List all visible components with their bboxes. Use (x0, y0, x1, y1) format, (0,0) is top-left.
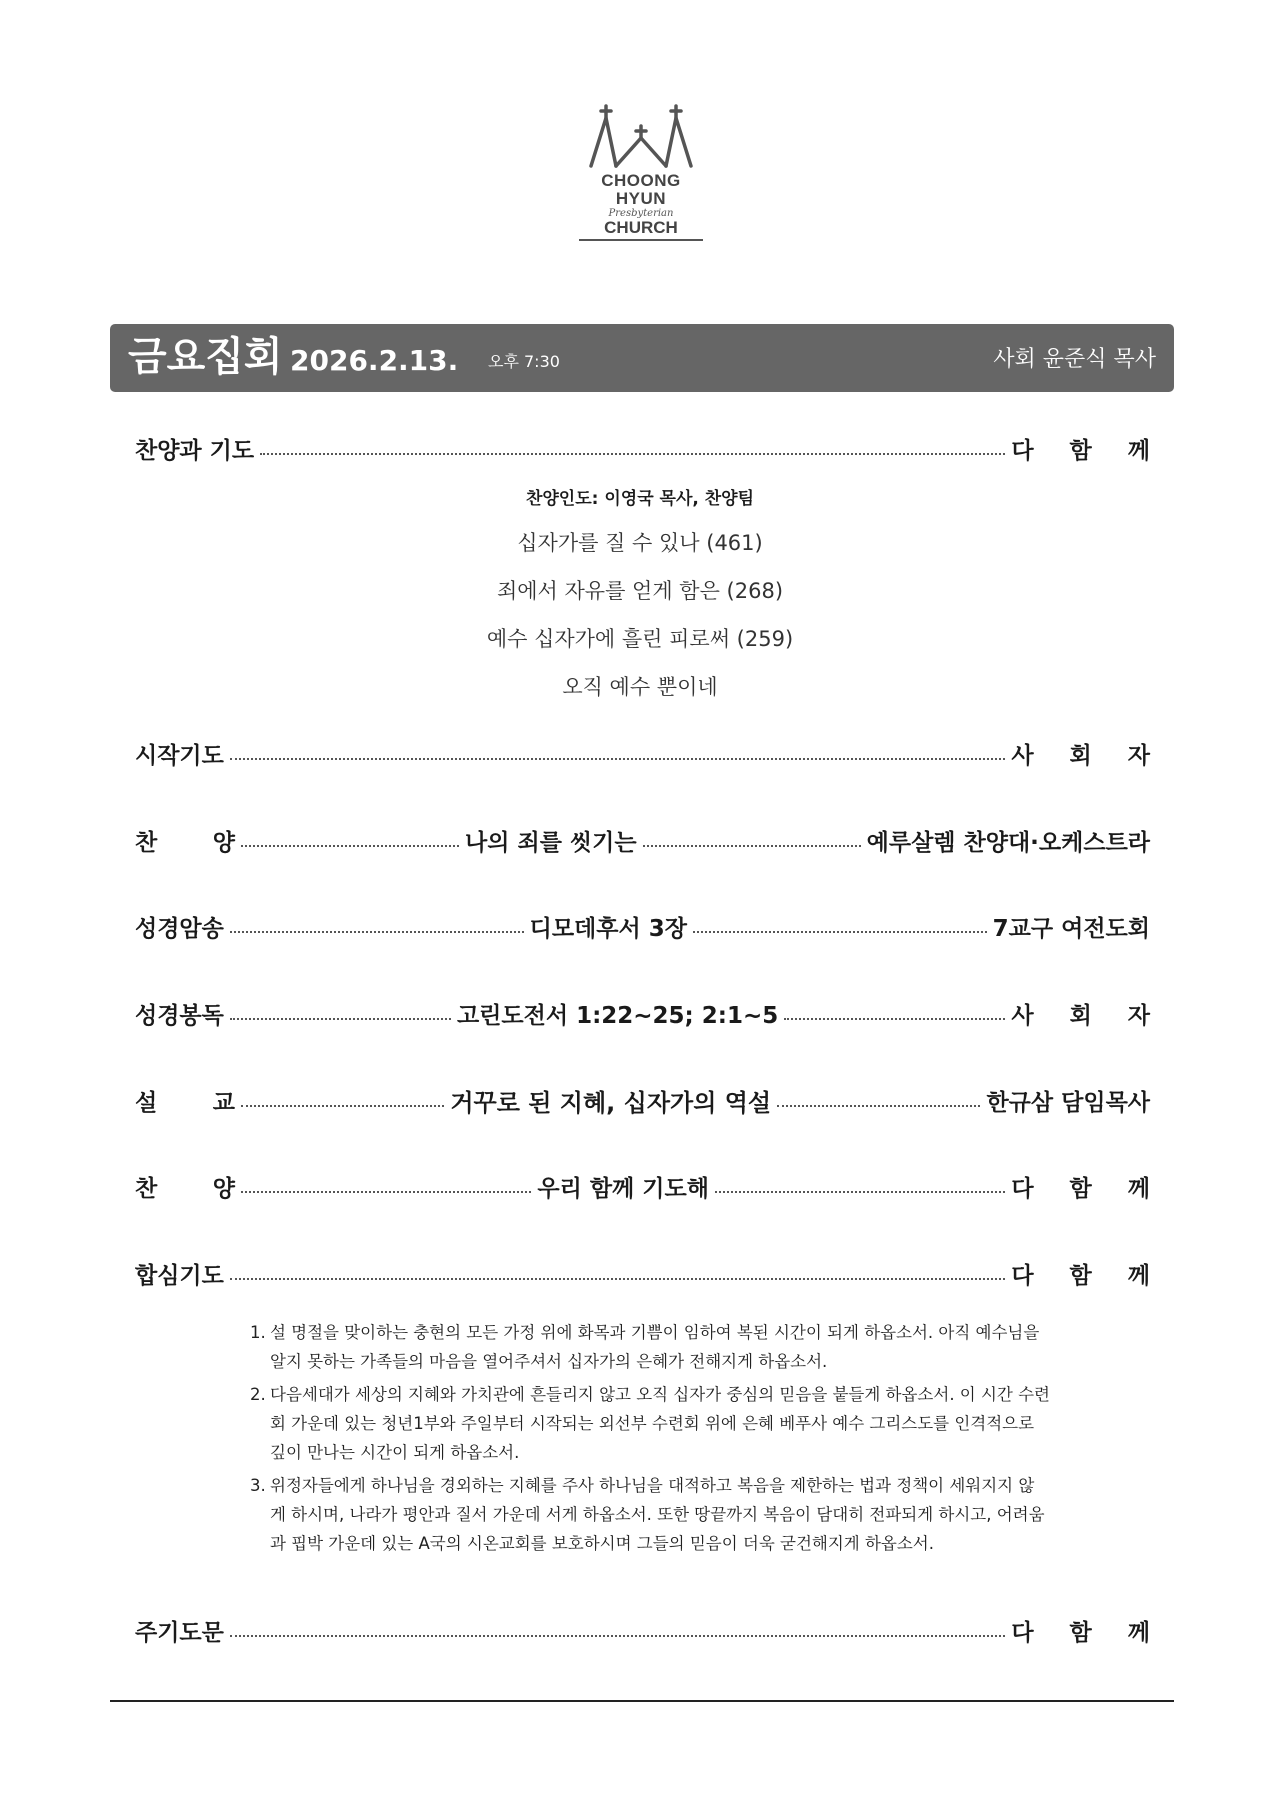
order-label-b: 교 (212, 1089, 235, 1116)
prayer-number: 1. (250, 1323, 266, 1342)
order-hymn-1 (135, 822, 1150, 858)
order-label-a: 설 (135, 1089, 158, 1116)
logo-line-1: CHOONG HYUN (601, 171, 681, 208)
order-label-b: 양 (212, 829, 235, 856)
order-right: 사 회 자 (1011, 742, 1164, 769)
order-right: 다 함 께 (1011, 1262, 1164, 1289)
church-spires-icon (586, 104, 696, 170)
order-right: 다 함 께 (1011, 1619, 1164, 1646)
order-right: 사 회 자 (1011, 1002, 1165, 1029)
dot-leader (241, 1191, 531, 1193)
prayer-list (250, 1318, 1050, 1562)
dot-leader (230, 758, 1005, 760)
dot-leader (715, 1191, 1005, 1193)
order-label: 시작기도 (135, 742, 224, 769)
prayer-text: 설 명절을 맞이하는 충현의 모든 가정 위에 화목과 기쁨이 임하여 복된 시간이 되게 하옵소서. 아직 예수님을 알지 못하는 가족들의 마음을 열어주셔서 십자가의 은혜가 전해지게 하옵소서. (270, 1323, 1040, 1371)
church-logo (576, 104, 706, 237)
order-label: 성경암송 (135, 915, 224, 942)
sermon-title: 거꾸로 된 지혜, 십자가의 역설 (450, 1088, 772, 1117)
logo-underline (579, 239, 703, 241)
order-label: 주기도문 (135, 1619, 224, 1646)
prayer-number: 2. (250, 1385, 266, 1404)
dot-leader (241, 1105, 444, 1107)
song-item: 십자가를 질 수 있나 (461) (517, 531, 763, 555)
service-title: 금요집회 (128, 334, 283, 380)
order-label-a: 찬 (135, 829, 158, 856)
dot-leader (230, 1635, 1005, 1637)
logo-line-3: CHURCH (604, 218, 678, 237)
order-opening-prayer (135, 735, 1164, 771)
praise-leader-line: 찬양인도: 이영국 목사, 찬양팀 (525, 489, 755, 509)
order-label: 성경봉독 (135, 1002, 224, 1029)
service-date: 2026.2.13. (290, 344, 459, 377)
prayer-text: 다음세대가 세상의 지혜와 가치관에 흔들리지 않고 오직 십자가 중심의 믿음을 붙들게 하옵소서. 이 시간 수련회 가운데 있는 청년1부와 주일부터 시작되는 외선부 수련회 위에 은혜 베푸사 예수 그리스도를 인격적으로 깊이 만나는 시간이 되게 하옵소서. (270, 1385, 1050, 1462)
bottom-divider (110, 1700, 1174, 1702)
order-right: 예루살렘 찬양대·오케스트라 (866, 829, 1151, 856)
order-lords-prayer (135, 1612, 1164, 1648)
order-recitation (135, 908, 1150, 944)
dot-leader (230, 1278, 1005, 1280)
order-joint-prayer (135, 1255, 1164, 1291)
order-label: 찬양과 기도 (135, 437, 255, 464)
dot-leader (643, 845, 861, 847)
order-title: 나의 죄를 씻기는 (465, 829, 637, 856)
dot-leader (241, 845, 459, 847)
song-item: 예수 십자가에 흘린 피로써 (259) (486, 627, 794, 651)
order-label (135, 824, 235, 857)
dot-leader (784, 1018, 1005, 1020)
order-sermon (135, 1082, 1150, 1118)
logo-line-2: Presbyterian (608, 208, 674, 219)
service-leader: 사회 윤준식 목사 (993, 347, 1156, 372)
prayer-item (250, 1471, 1050, 1558)
prayer-item (250, 1318, 1050, 1376)
prayer-item (250, 1380, 1050, 1467)
order-right: 7교구 여전도회 (992, 915, 1150, 942)
dot-leader (230, 931, 524, 933)
order-label (135, 1084, 235, 1117)
order-hymn-2 (135, 1168, 1164, 1204)
dot-leader (777, 1105, 980, 1107)
prayer-number: 3. (250, 1476, 266, 1495)
song-item: 죄에서 자유를 얻게 함은 (268) (496, 579, 784, 603)
order-title: 우리 함께 기도해 (537, 1175, 709, 1202)
order-label-a: 찬 (135, 1175, 158, 1202)
order-title: 디모데후서 3장 (529, 915, 687, 942)
dot-leader (260, 453, 1005, 455)
dot-leader (693, 931, 987, 933)
prayer-text: 위정자들에게 하나님을 경외하는 지혜를 주사 하나님을 대적하고 복음을 제한하는 법과 정책이 세워지지 않게 하시며, 나라가 평안과 질서 가운데 서게 하옵소서. 또한 땅끝까지 복음이 담대히 전파되게 하시고, 어려움과 핍박 가운데 있는 A국의 시온교회를 보호하시며 그들의 믿음이 더욱 굳건해지게 하옵소서. (270, 1476, 1045, 1553)
order-reading (135, 995, 1165, 1031)
song-item: 오직 예수 뿐이네 (562, 675, 718, 699)
order-label: 합심기도 (135, 1262, 224, 1289)
order-right: 한규삼 담임목사 (986, 1089, 1151, 1116)
service-time: 오후 7:30 (488, 352, 560, 371)
order-title: 고린도전서 1:22~25; 2:1~5 (456, 1002, 779, 1029)
service-header (110, 324, 1174, 392)
dot-leader (230, 1018, 451, 1020)
order-label-b: 양 (212, 1175, 235, 1202)
order-label (135, 1170, 235, 1203)
order-right: 다 함 께 (1011, 437, 1164, 464)
order-right: 다 함 께 (1011, 1175, 1164, 1202)
order-praise-prayer (135, 430, 1164, 466)
